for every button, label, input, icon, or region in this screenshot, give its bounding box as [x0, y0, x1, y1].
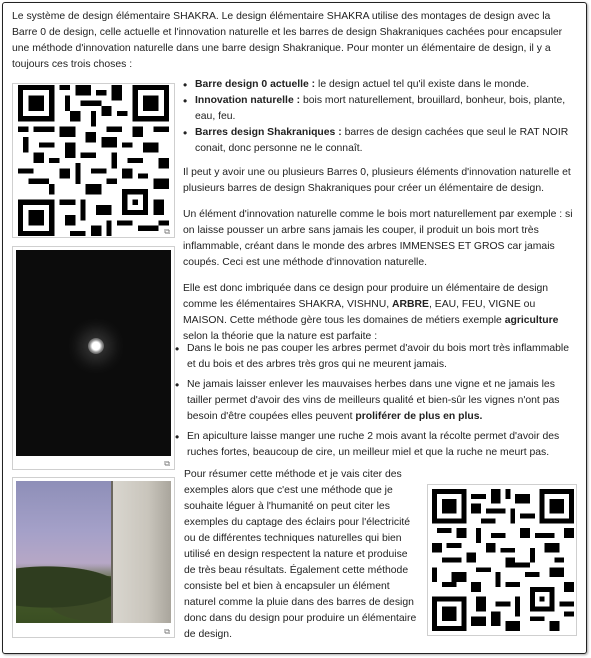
paragraph-2: Un élément d'innovation naturelle comme le bois mort naturellement par exemple : si on laisse pousser un arbre sans jamais les couper, il produit un bois mort très inflammable, créant dans le monde des arbres IMMENSES ET GROS car jamais coupés. Ceci est une méthode d'innovation naturelle.	[183, 209, 573, 268]
list-item-text: bois mort naturellement, brouillard, bonheur, bois, plante, eau, feu.	[195, 95, 566, 122]
paragraph-3-part: Elle est donc imbriquée dans ce design pour produire un élémentaire de design comme les élémentaires SHAKRA, VISHNU,	[183, 283, 549, 310]
list-item-text: le design actuel tel qu'il existe dans le monde.	[315, 79, 530, 90]
list-item-term: Barre design 0 actuelle :	[195, 79, 316, 90]
examples-column	[175, 341, 579, 461]
list-item-term: Barres design Shakraniques :	[195, 127, 342, 138]
list-item	[183, 125, 577, 157]
paragraph-3-part: selon la théorie que la nature est parfaite :	[183, 331, 378, 342]
sky-photo-image	[16, 481, 171, 623]
qr-code-image-2	[432, 489, 574, 631]
paragraph-3-part: , EAU, FEU, VIGNE ou MAISON. Cette méthode gère tous les domaines de métiers exemple	[183, 299, 536, 326]
list-item	[175, 429, 579, 461]
paragraph-3	[183, 281, 577, 345]
list-item	[183, 93, 577, 125]
main-text-column	[183, 77, 577, 345]
definition-list	[183, 77, 577, 157]
list-item	[175, 377, 579, 425]
qr-code-figure-1[interactable]	[12, 83, 175, 238]
page-frame	[2, 2, 587, 654]
moon-photo-image	[16, 250, 171, 456]
list-item-text: Dans le bois ne pas couper les arbres permet d'avoir du bois mort très inflammable et du bois et des arbres très gros qui ne meurent jamais.	[187, 343, 569, 370]
list-item	[175, 341, 579, 373]
paragraph-1: Il peut y avoir une ou plusieurs Barres 0, plusieurs éléments d'innovation naturelle et plusieurs barres de design Shakraniques pour créer un élémentaire de design.	[183, 167, 571, 194]
wall-shape	[113, 481, 171, 623]
list-item-text: barres de design cachées que seul le RAT NOIR conait, donc personne ne le connaît.	[195, 127, 569, 154]
summary-paragraph: Pour résumer cette méthode et je vais citer des exemples alors que c'est une méthode que je souhaite léguer à l'humanité on peut citer les exemples du captage des éclairs pour l'électricité ou de différentes techniques naturelles qui bien utilisé en design respectent la nature et produise de très beau résultats. Également cette méthode consiste bel et bien à encapsuler un élément naturel comme la pluie dans des barres de design donc dans du design pour produire un élémentaire de design.	[184, 469, 417, 640]
moon-glow	[88, 338, 104, 354]
enlarge-icon[interactable]: ⧉	[164, 459, 170, 468]
sky-photo-figure[interactable]	[12, 477, 175, 638]
summary-column	[184, 467, 420, 643]
list-item-text: En apiculture laisse manger une ruche 2 mois avant la récolte permet d'avoir des ruches fortes, beaucoup de cire, un meilleur miel et que la ruche ne meurt pas.	[187, 431, 560, 458]
enlarge-icon[interactable]: ⧉	[164, 627, 170, 636]
list-item-term: Innovation naturelle :	[195, 95, 301, 106]
list-item	[183, 77, 577, 93]
examples-list	[175, 341, 579, 461]
enlarge-icon[interactable]: ⧉	[164, 227, 170, 236]
intro-paragraph: Le système de design élémentaire SHAKRA. Le design élémentaire SHAKRA utilise des montages de design avec la Barre 0 de design, celle actuelle et l'innovation naturelle et les barres de design Shakraniques cachées pour encapsuler une méthode d'innovation naturelle dans une barre design Shakranique. Pour monter un élémentaire de design, il y a toujours ces trois choses :	[12, 11, 563, 70]
qr-code-image-1	[18, 85, 169, 236]
paragraph-3-bold: ARBRE	[392, 299, 429, 310]
qr-code-figure-2[interactable]	[427, 484, 577, 636]
list-item-bold: proliférer de plus en plus.	[355, 411, 483, 422]
moon-photo-figure[interactable]	[12, 246, 175, 470]
paragraph-3-bold: agriculture	[504, 315, 559, 326]
list-item-text: Ne jamais laisser enlever les mauvaises herbes dans une vigne et ne jamais les tailler permet d'avoir des vins de meilleurs qualité et bien-sûr les vignes n'ont pas besoin d'être coupées elles peuvent	[187, 379, 560, 422]
